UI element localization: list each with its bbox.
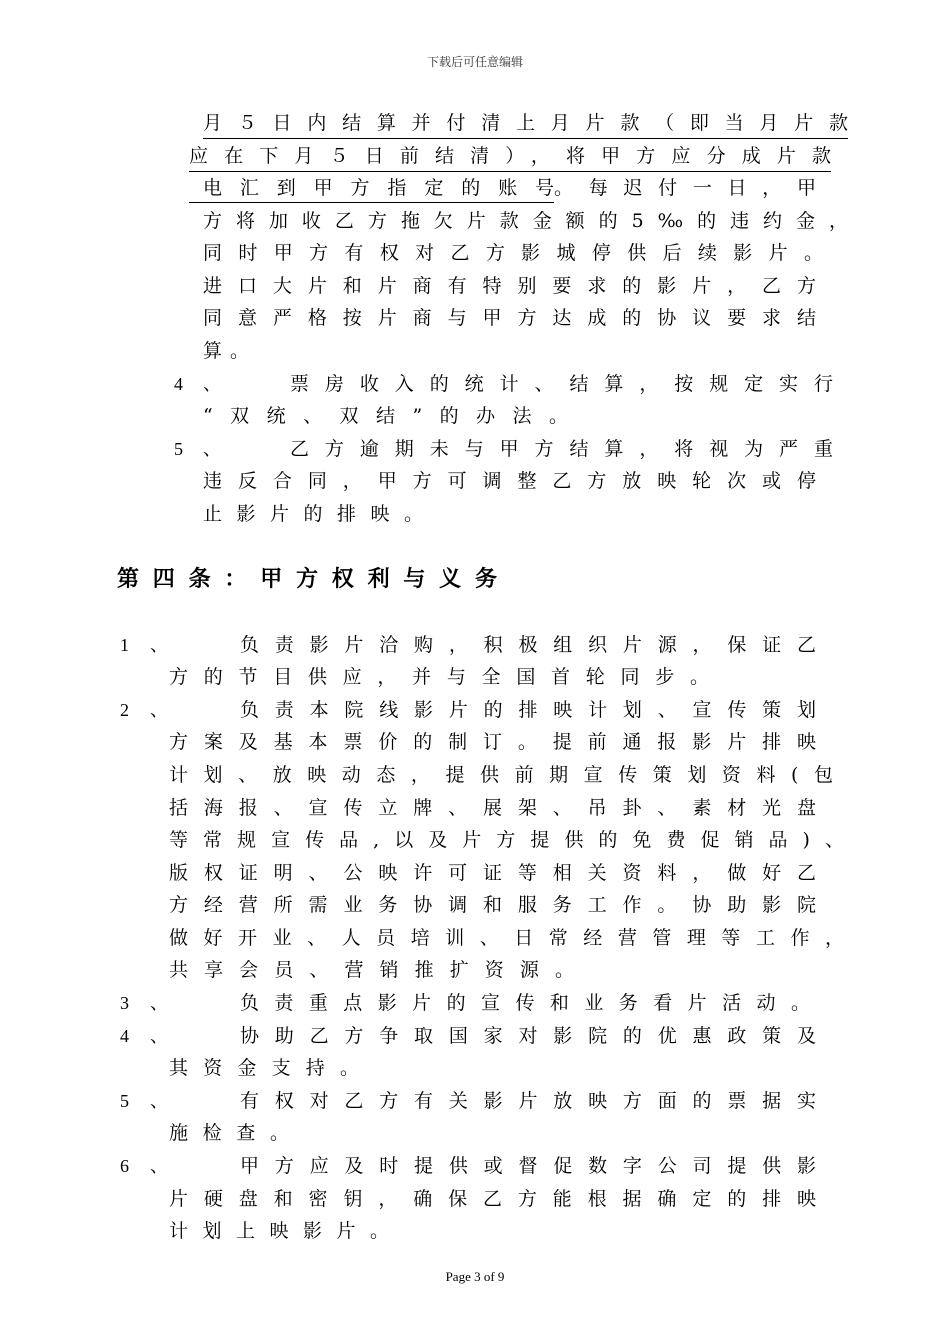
page-footer: Page 3 of 9	[445, 1269, 505, 1284]
item5-separator: 、	[203, 439, 221, 459]
s4-item4-number: 4	[120, 1026, 129, 1046]
s4-item4-line-2: 其资金支持。	[169, 1057, 359, 1079]
s4-item2-number: 2	[120, 700, 129, 720]
s4-item5-number: 5	[120, 1091, 129, 1111]
s4-item2-line-2: 方案及基本票价的制订。提前通报影片排映	[169, 731, 816, 753]
s4-item5-line-2: 施检查。	[169, 1122, 289, 1144]
s4-item2-line-7: 方经营所需业务协调和服务工作。协助影院	[169, 894, 816, 916]
s4-item4-line-1: 协助乙方争取国家对影院的优惠政策及	[240, 1025, 816, 1047]
item3-line-4: 方将加收乙方拖欠片款金额的5‰的违约金，	[203, 210, 848, 232]
s4-item2-line-8: 做好开业、人员培训、日常经营管理等工作，	[169, 927, 844, 949]
item4-line-1: 票房收入的统计、结算，按规定实行	[290, 373, 833, 395]
s4-item6-line-3: 计划上映影片。	[169, 1220, 389, 1242]
item4-line-2: “双统、双结”的办法。	[203, 405, 568, 427]
s4-item2-line-4: 括海报、宣传立牌、展架、吊卦、素材光盘	[169, 797, 816, 819]
item3-line-8: 算。	[203, 340, 258, 362]
s4-item2-line-9: 共享会员、营销推扩资源。	[169, 959, 574, 981]
s4-item3-separator: 、	[150, 993, 168, 1013]
s4-item4-separator: 、	[150, 1026, 168, 1046]
s4-item6-line-1: 甲方应及时提供或督促数字公司提供影	[240, 1155, 816, 1177]
item3-line-6: 进口大片和片商有特别要求的影片，乙方	[203, 275, 816, 297]
s4-item2-line-3: 计划、放映动态，提供前期宣传策划资料(包	[169, 764, 833, 786]
item5-line-2: 违反合同，甲方可调整乙方放映轮次或停	[203, 470, 816, 492]
item3-line-2: 应在下月５日前结清），将甲方应分成片款	[189, 141, 831, 172]
s4-item1-separator: 、	[150, 635, 168, 655]
item3-line-3b: 。每迟付一日，甲	[554, 177, 816, 199]
s4-item5-separator: 、	[150, 1091, 168, 1111]
item5-line-1: 乙方逾期未与甲方结算，将视为严重	[290, 438, 833, 460]
s4-item6-number: 6	[120, 1156, 129, 1176]
section-heading: 第四条：甲方权利与义务	[117, 567, 497, 592]
s4-item6-line-2: 片硬盘和密钥，确保乙方能根据确定的排映	[169, 1188, 816, 1210]
item4-number: 4	[174, 374, 183, 394]
item3-line-3a: 电汇到甲方指定的账号	[189, 173, 554, 203]
s4-item5-line-1: 有权对乙方有关影片放映方面的票据实	[240, 1090, 816, 1112]
s4-item1-number: 1	[120, 635, 129, 655]
item3-line-7: 同意严格按片商与甲方达成的协议要求结	[203, 307, 816, 329]
item5-number: 5	[174, 439, 183, 459]
s4-item1-line-2: 方的节目供应，并与全国首轮同步。	[169, 666, 709, 688]
item4-separator: 、	[203, 374, 221, 394]
item3-line-1: 月５日内结算并付清上月片款（即当月片款	[203, 108, 848, 139]
item5-line-3: 止影片的排映。	[203, 503, 423, 525]
s4-item2-separator: 、	[150, 700, 168, 720]
s4-item3-line-1: 负责重点影片的宣传和业务看片活动。	[240, 992, 810, 1014]
s4-item3-number: 3	[120, 993, 129, 1013]
page-header: 下载后可任意编辑	[426, 55, 523, 69]
s4-item6-separator: 、	[150, 1156, 168, 1176]
s4-item2-line-6: 版权证明、公映许可证等相关资料，做好乙	[169, 862, 816, 884]
s4-item2-line-5: 等常规宣传品,以及片方提供的免费促销品)、	[169, 829, 844, 851]
item3-line-5: 同时甲方有权对乙方影城停供后续影片。	[203, 242, 823, 264]
s4-item2-line-1: 负责本院线影片的排映计划、宣传策划	[240, 699, 816, 721]
s4-item1-line-1: 负责影片洽购，积极组织片源，保证乙	[240, 634, 816, 656]
